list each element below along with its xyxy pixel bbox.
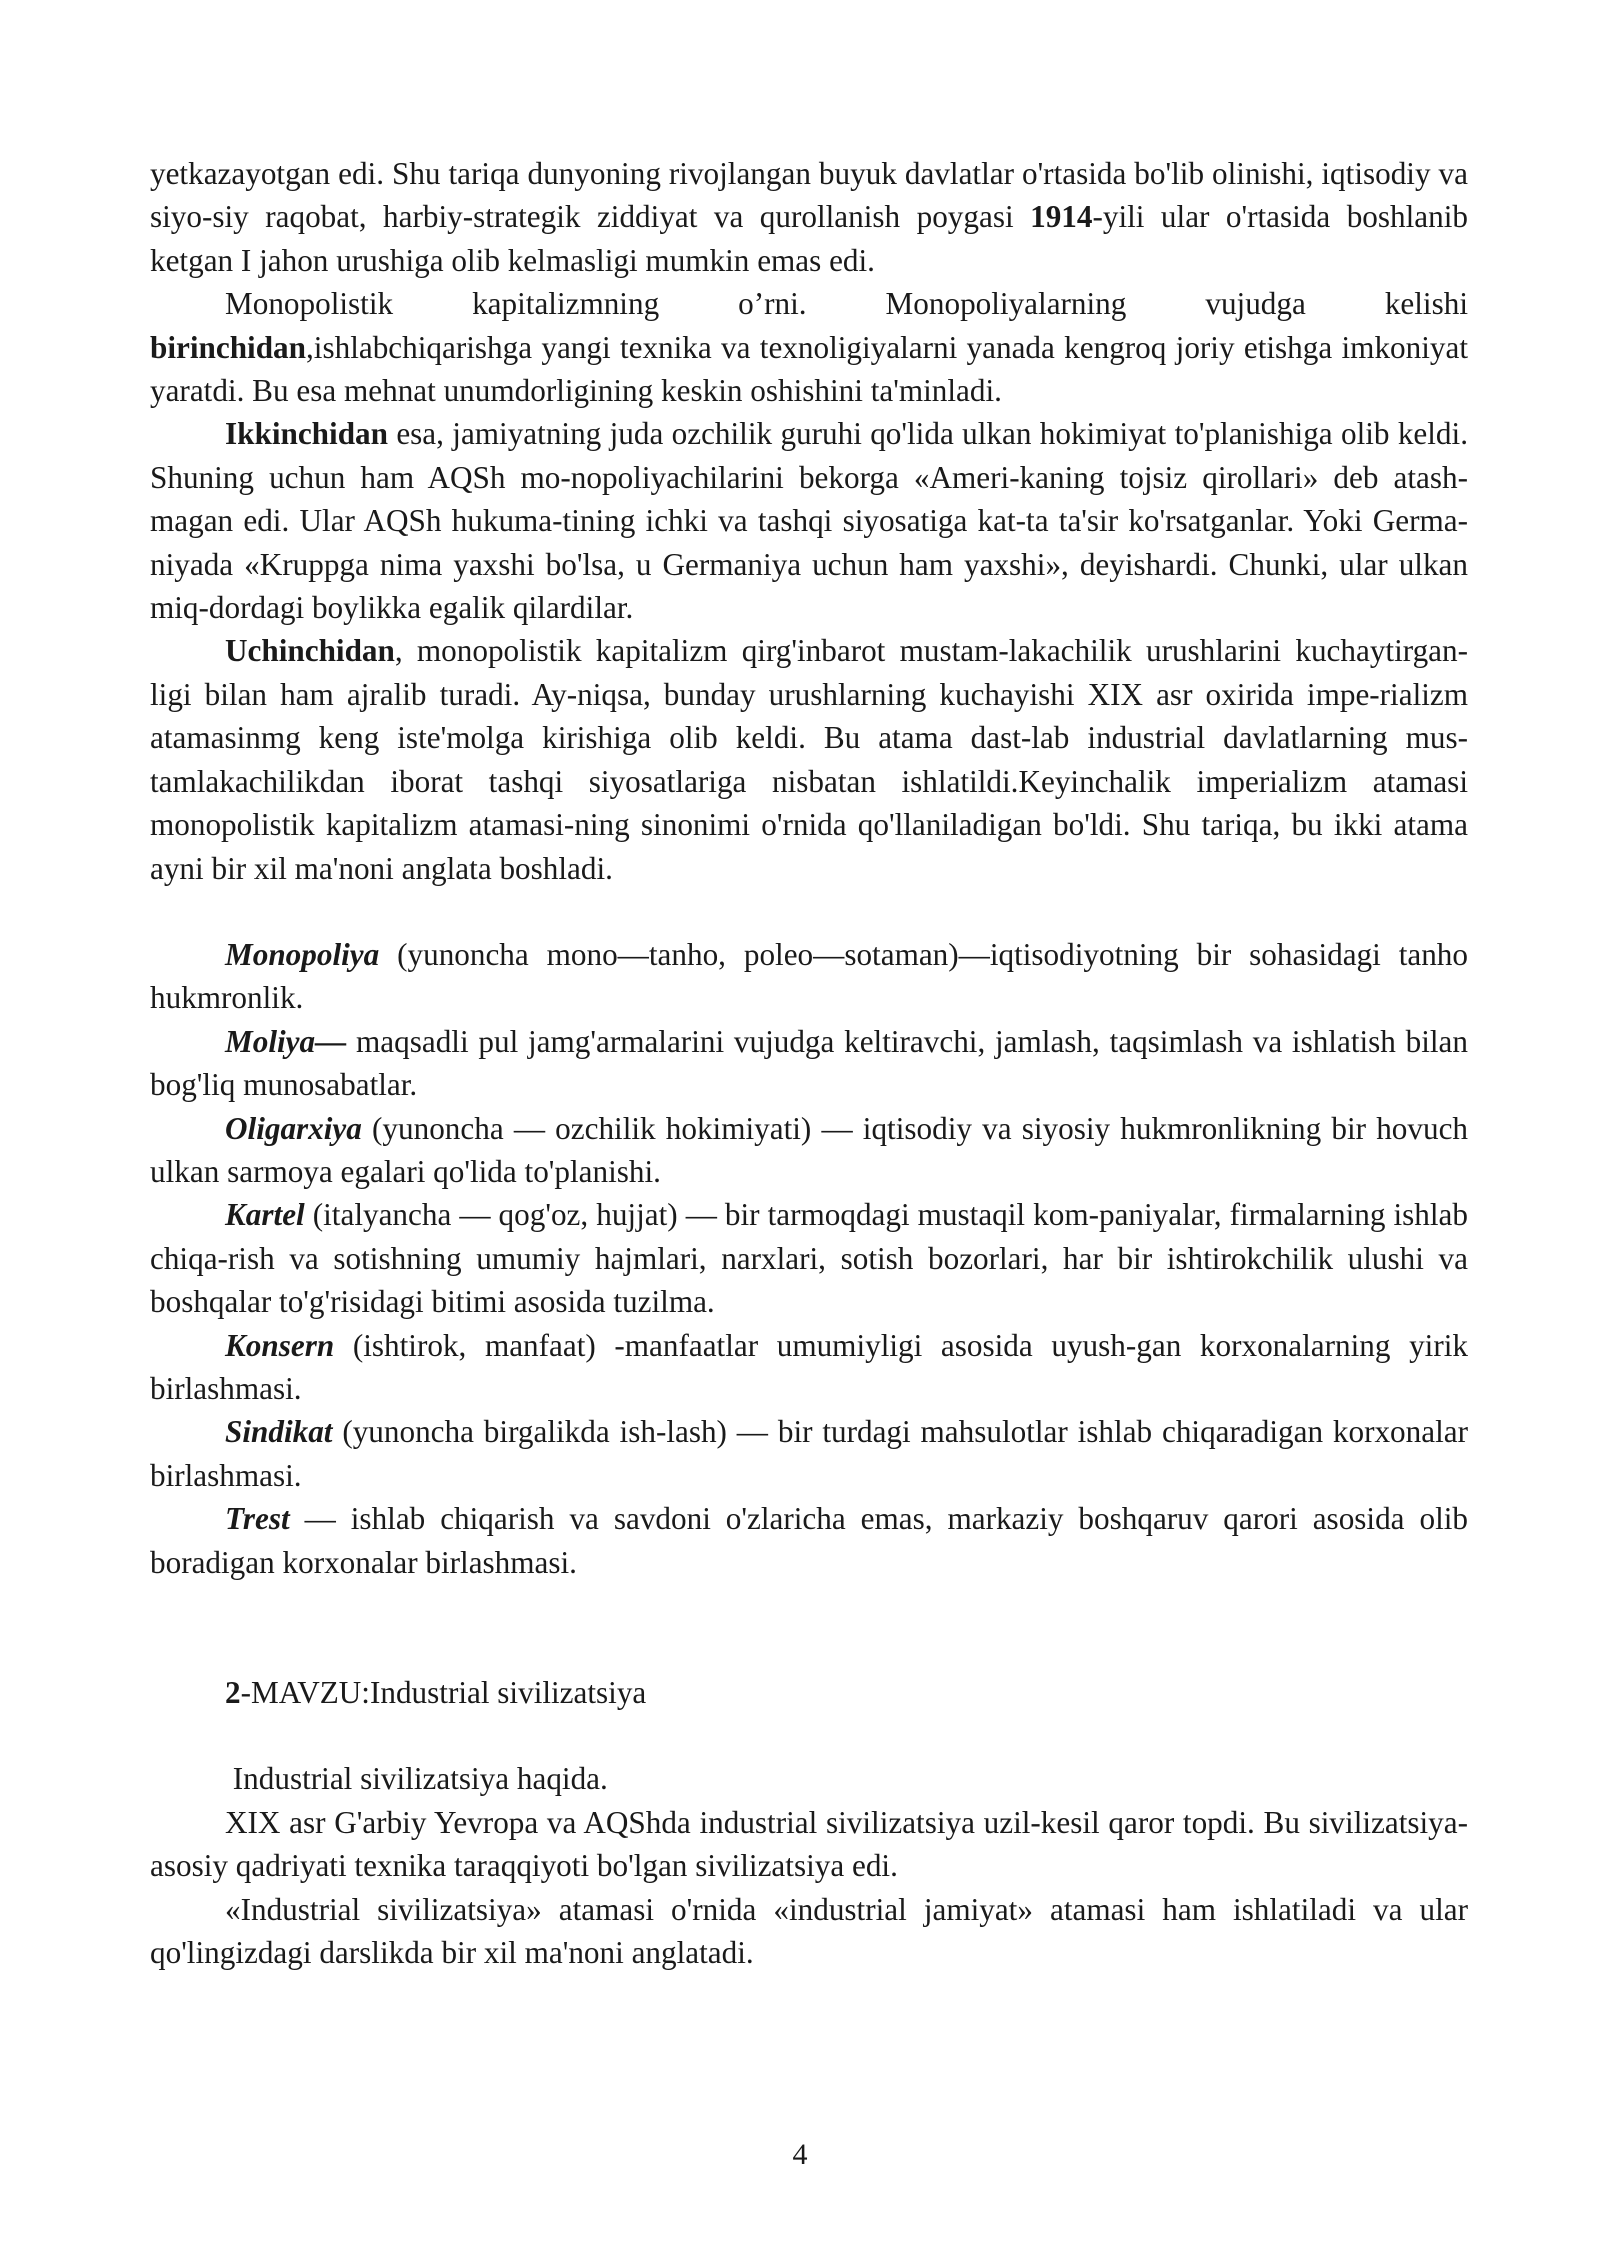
glossary-item (150, 933, 1468, 1020)
text-run: ,ishlabchiqarishga yangi texnika va texnoligiyalarni yanada kengroq joriy etishga imkoniyat yaratdi. Bu esa mehnat unumdorligining keskin oshishini ta'minladi. (150, 329, 1468, 409)
paragraph-first-point (150, 282, 1468, 412)
glossary-term: Trest (225, 1501, 290, 1537)
glossary-definition: maqsadli pul jamg'armalarini vujudga keltiravchi, jamlash, taqsimlash va ishlatish bilan bog'liq munosabatlar. (150, 1023, 1468, 1103)
paragraph-second-point (150, 412, 1468, 629)
glossary-term: Konsern (225, 1327, 335, 1363)
glossary-term: Moliya— (225, 1023, 347, 1059)
paragraph-third-point (150, 629, 1468, 889)
text-run: Monopolistik kapitalizmning o’rni. Monopoliyalarning vujudga kelishi (225, 286, 1468, 322)
bold-year: 1914 (1030, 199, 1093, 235)
glossary-term: Kartel (225, 1197, 305, 1233)
bold-keyword: Uchinchidan (225, 633, 395, 669)
glossary-definition: (yunoncha birgalikda ish-lash) — bir turdagi mahsulotlar ishlab chiqaradigan korxonalar birlashmasi. (150, 1414, 1468, 1493)
document-page (150, 152, 1468, 1974)
glossary-item (150, 1193, 1468, 1323)
spacer (150, 1584, 1468, 1671)
section-number: 2 (225, 1675, 241, 1710)
glossary-term: Monopoliya (225, 936, 380, 972)
page-number: 4 (792, 2138, 808, 2171)
bold-keyword: birinchidan (150, 329, 306, 365)
glossary-item (150, 1020, 1468, 1107)
paragraph-intro (150, 152, 1468, 282)
glossary-definition: (ishtirok, manfaat) -manfaatlar umumiyligi asosida uyush-gan korxonalarning yirik birlashmasi. (150, 1327, 1468, 1406)
section-heading (150, 1671, 1468, 1714)
glossary (150, 933, 1468, 1584)
section-paragraph: «Industrial sivilizatsiya» atamasi o'rnida «industrial jamiyat» atamasi ham ishlatiladi va ular qo'lingizdagi darslikda bir xil ma'noni anglatadi. (150, 1891, 1468, 1971)
bold-keyword: Ikkinchidan (225, 416, 388, 452)
section-title: -MAVZU:Industrial sivilizatsiya (240, 1675, 647, 1710)
spacer (150, 1714, 1468, 1757)
glossary-term: Oligarxiya (225, 1110, 362, 1146)
glossary-term: Sindikat (225, 1414, 333, 1450)
glossary-item (150, 1107, 1468, 1194)
spacer (150, 890, 1468, 933)
text-run: , monopolistik kapitalizm qirg'inbarot mustam-lakachilik urushlarini kuchaytirgan-ligi bilan ham ajralib turadi. Ay-niqsa, bunday urushlarning kuchayishi XIX asr oxirida impe-rializm atamasinmg keng iste'molga kirishiga olib keldi. Bu atama dast-lab industrial davlatlarning mus-tamlakachilikdan iborat tashqi siyosatlariga nisbatan ishlatildi.Keyinchalik imperializm atamasi monopolistik kapitalizm atamasi-ning sinonimi o'rnida qo'llaniladigan bo'ldi. Shu tariqa, bu ikki atama ayni bir xil ma'noni anglata boshladi. (150, 633, 1468, 886)
text-run: -yili ular o'rtasida boshlanib ketgan I jahon urushiga olib kelmasligi mumkin emas edi. (150, 199, 1468, 278)
glossary-item (150, 1324, 1468, 1411)
glossary-item (150, 1497, 1468, 1584)
glossary-definition: — ishlab chiqarish va savdoni o'zlaricha emas, markaziy boshqaruv qarori asosida olib boradigan korxonalar birlashmasi. (150, 1501, 1468, 1580)
text-run: esa, jamiyatning juda ozchilik guruhi qo'lida ulkan hokimiyat to'planishiga olib keldi. Shuning uchun ham AQSh mo-nopoliyachilarini bekorga «Ameri-kaning tojsiz qirollari» deb atash-magan edi. Ular AQSh hukuma-tining ichki va tashqi siyosatiga kat-ta ta'sir ko'rsatganlar. Yoki Germa-niyada «Kruppga nima yaxshi bo'lsa, u Germaniya uchun ham yaxshi», deyishardi. Chunki, ular ulkan miq-dordagi boylikka egalik qilardilar. (150, 416, 1468, 626)
glossary-item (150, 1410, 1468, 1497)
glossary-definition: (yunoncha mono—tanho, poleo—sotaman)—iqtisodiyotning bir sohasidagi tanho hukmronlik. (150, 936, 1468, 1016)
glossary-definition: (italyancha — qog'oz, hujjat) — bir tarmoqdagi mustaqil kom-paniyalar, firmalarning ishlab chiqa-rish va sotishning umumiy hajmlari, narxlari, sotish bozorlari, har bir ishtirokchilik ulushi va boshqalar to'g'risidagi bitimi asosida tuzilma. (150, 1197, 1468, 1320)
text-run: yetkazayotgan edi. Shu tariqa dunyoning rivojlangan buyuk davlatlar o'rtasida bo'lib olinishi, iqtisodiy va siyo-siy raqobat, harbiy-strategik ziddiyat va qurollanish poygasi (150, 156, 1468, 235)
section-subheading: Industrial sivilizatsiya haqida. (225, 1761, 608, 1797)
section-paragraph: XIX asr G'arbiy Yevropa va AQShda industrial sivilizatsiya uzil-kesil qaror topdi. Bu sivilizatsiya- asosiy qadriyati texnika taraqqiyoti bo'lgan sivilizatsiya edi. (150, 1804, 1468, 1884)
glossary-definition: (yunoncha — ozchilik hokimiyati) — iqtisodiy va siyosiy hukmronlikning bir hovuch ulkan sarmoya egalari qo'lida to'planishi. (150, 1110, 1468, 1189)
